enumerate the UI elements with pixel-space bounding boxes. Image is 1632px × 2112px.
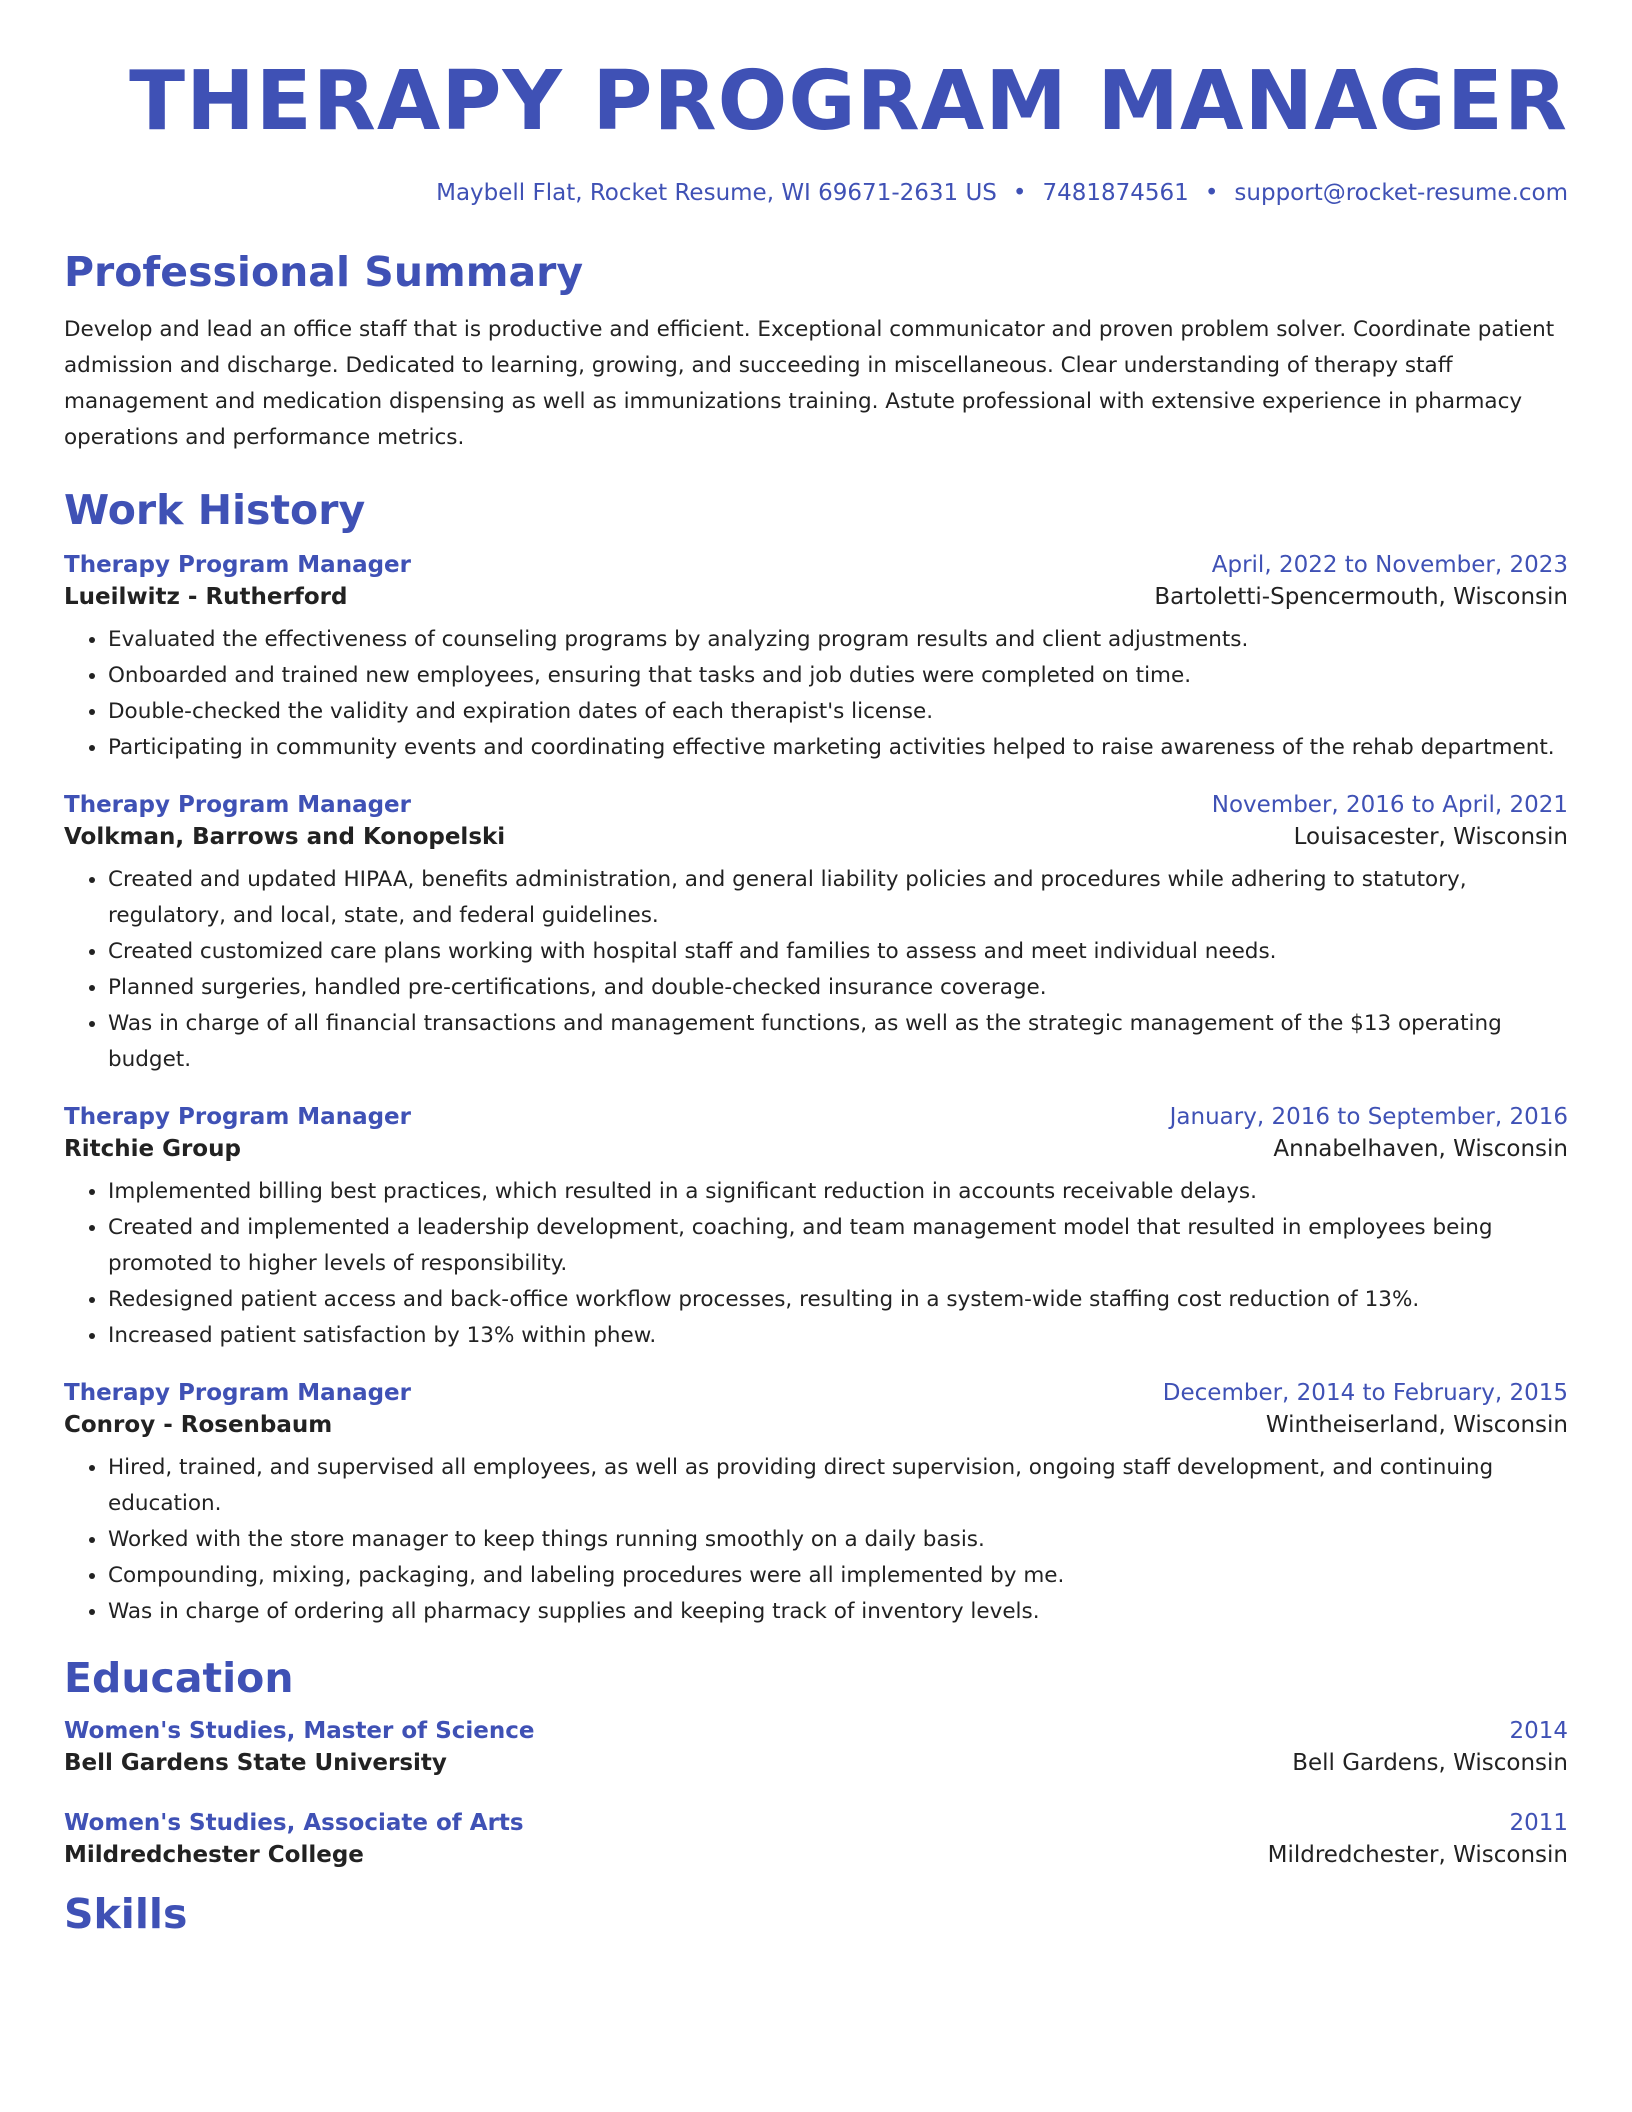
job-location: Wintheiserland, Wisconsin [1265, 1412, 1568, 1438]
job-company-row [64, 1412, 1568, 1438]
job-company: Conroy - Rosenbaum [64, 1412, 333, 1438]
education-school: Mildredchester College [64, 1842, 364, 1868]
resume-title: THERAPY PROGRAM MANAGER [129, 54, 1568, 149]
job-dates: December, 2014 to February, 2015 [1162, 1380, 1568, 1406]
education-degree: Women's Studies, Associate of Arts [64, 1810, 524, 1836]
job-bullet: • Double-checked the validity and expiration dates of each therapist's license. [108, 694, 1568, 730]
job-bullet: • Worked with the store manager to keep things running smoothly on a daily basis. [108, 1522, 1568, 1558]
education-school: Bell Gardens State University [64, 1750, 447, 1776]
contact-email: support@rocket-resume.com [1234, 180, 1568, 206]
job-location: Louisacester, Wisconsin [1293, 824, 1568, 850]
education-location: Mildredchester, Wisconsin [1267, 1842, 1568, 1868]
job-role: Therapy Program Manager [64, 1380, 411, 1406]
job-bullet: • Was in charge of all financial transactions and management functions, as well as the strategic management of the $13 operating budget. [108, 1006, 1568, 1078]
job-bullet: • Redesigned patient access and back-office workflow processes, resulting in a system-wide staffing cost reduction of 13%. [108, 1282, 1568, 1318]
job-bullet: • Participating in community events and coordinating effective marketing activities helped to raise awareness of the rehab department. [108, 730, 1568, 766]
education-header-row [64, 1718, 1568, 1744]
contact-address: Maybell Flat, Rocket Resume, WI 69671-2631 US [436, 180, 997, 206]
job-header-row [64, 1104, 1568, 1130]
education-heading: Education [64, 1654, 294, 1702]
education-school-row [64, 1750, 1568, 1776]
summary-heading: Professional Summary [64, 248, 584, 296]
job-bullet: • Implemented billing best practices, which resulted in a significant reduction in accounts receivable delays. [108, 1174, 1568, 1210]
job-location: Annabelhaven, Wisconsin [1273, 1136, 1568, 1162]
job-bullet: • Created and implemented a leadership development, coaching, and team management model that resulted in employees being promoted to higher levels of responsibility. [108, 1210, 1568, 1282]
contact-separator: • [1204, 180, 1219, 206]
education-entry [64, 1718, 1568, 1776]
work-history-heading: Work History [64, 486, 366, 534]
job-entry [64, 552, 1568, 766]
education-location: Bell Gardens, Wisconsin [1292, 1750, 1568, 1776]
job-bullet: • Evaluated the effectiveness of counseling programs by analyzing program results and client adjustments. [108, 622, 1568, 658]
job-bullet: • Onboarded and trained new employees, ensuring that tasks and job duties were completed on time. [108, 658, 1568, 694]
job-entry [64, 1104, 1568, 1354]
job-role: Therapy Program Manager [64, 1104, 411, 1130]
job-bullet: • Was in charge of ordering all pharmacy supplies and keeping track of inventory levels. [108, 1594, 1568, 1630]
education-degree: Women's Studies, Master of Science [64, 1718, 535, 1744]
education-school-row [64, 1842, 1568, 1868]
job-company: Lueilwitz - Rutherford [64, 584, 348, 610]
education-header-row [64, 1810, 1568, 1836]
education-year: 2011 [1509, 1810, 1568, 1836]
contact-phone: 7481874561 [1042, 180, 1189, 206]
job-bullets [64, 622, 1568, 766]
job-company-row [64, 584, 1568, 610]
job-entry [64, 792, 1568, 1078]
summary-text: Develop and lead an office staff that is productive and efficient. Exceptional communicator and proven problem solver. Coordinate patient admission and discharge. Dedicated to learning, growing, and succeeding in miscellaneous. Clear understanding of therapy staff management and medication dispensing as well as immunizations training. Astute professional with extensive experience in pharmacy operations and performance metrics. [64, 317, 1555, 450]
job-location: Bartoletti-Spencermouth, Wisconsin [1154, 584, 1568, 610]
job-bullets [64, 1450, 1568, 1630]
job-entry [64, 1380, 1568, 1630]
job-header-row [64, 1380, 1568, 1406]
job-company-row [64, 1136, 1568, 1162]
job-role: Therapy Program Manager [64, 552, 411, 578]
job-dates: November, 2016 to April, 2021 [1211, 792, 1568, 818]
job-bullet: • Hired, trained, and supervised all employees, as well as providing direct supervision, ongoing staff development, and continuing education. [108, 1450, 1568, 1522]
job-bullet: • Compounding, mixing, packaging, and labeling procedures were all implemented by me. [108, 1558, 1568, 1594]
job-bullet: • Planned surgeries, handled pre-certifications, and double-checked insurance coverage. [108, 970, 1568, 1006]
education-entry [64, 1810, 1568, 1868]
job-dates: January, 2016 to September, 2016 [1169, 1104, 1568, 1130]
contact-line [64, 180, 1568, 206]
job-role: Therapy Program Manager [64, 792, 411, 818]
job-bullet: • Created customized care plans working with hospital staff and families to assess and meet individual needs. [108, 934, 1568, 970]
job-bullets [64, 862, 1568, 1078]
job-bullet: • Increased patient satisfaction by 13% within phew. [108, 1318, 1568, 1354]
skills-heading: Skills [64, 1890, 188, 1938]
job-header-row [64, 792, 1568, 818]
job-bullet: • Created and updated HIPAA, benefits administration, and general liability policies and procedures while adhering to statutory, regulatory, and local, state, and federal guidelines. [108, 862, 1568, 934]
education-year: 2014 [1509, 1718, 1568, 1744]
job-company: Volkman, Barrows and Konopelski [64, 824, 506, 850]
job-dates: April, 2022 to November, 2023 [1211, 552, 1568, 578]
job-header-row [64, 552, 1568, 578]
job-company: Ritchie Group [64, 1136, 241, 1162]
job-bullets [64, 1174, 1568, 1354]
contact-separator: • [1012, 180, 1027, 206]
job-company-row [64, 824, 1568, 850]
